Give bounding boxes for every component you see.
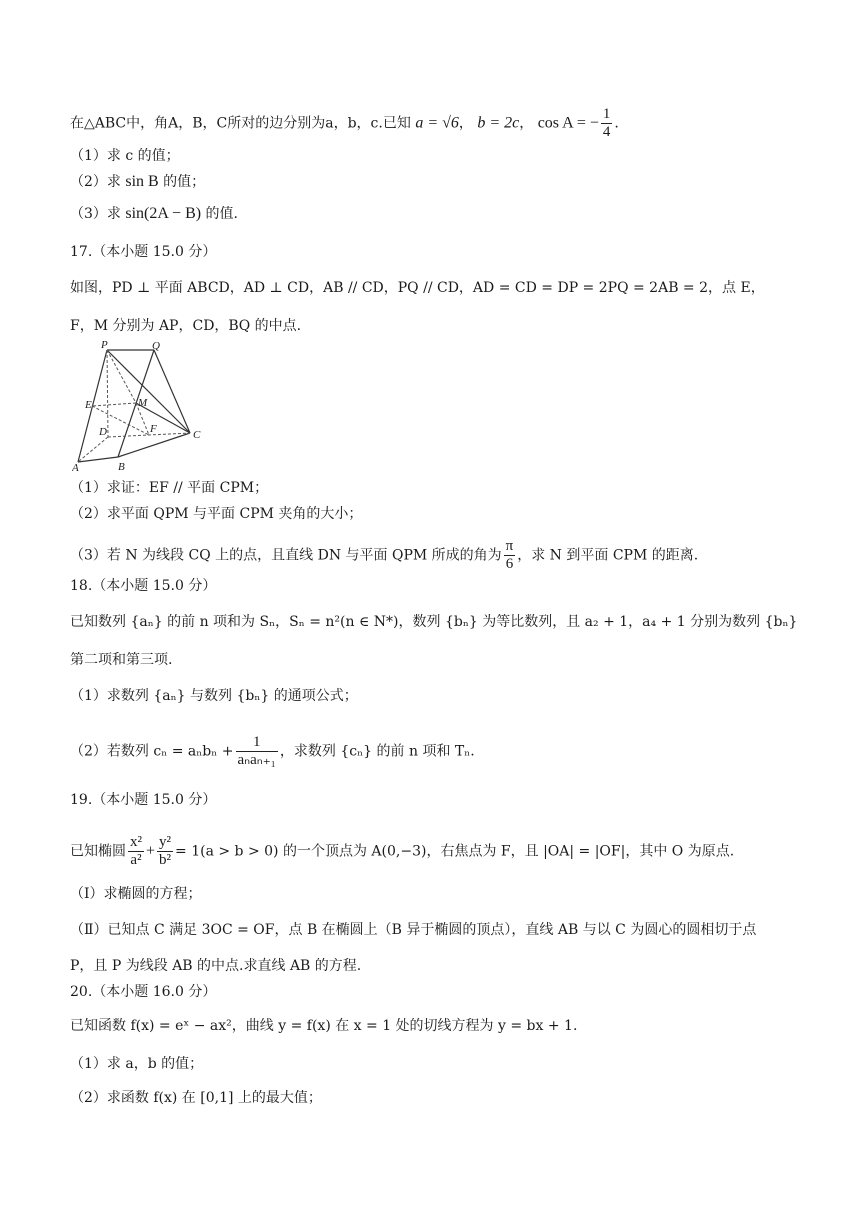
p20-q2: （2）求函数 f(x) 在 [0,1] 上的最大值； bbox=[70, 1090, 322, 1106]
p19-frac-x-num: x² bbox=[130, 834, 142, 850]
p18-q1: （1）求数列 {aₙ} 与数列 {bₙ} 的通项公式； bbox=[70, 688, 358, 704]
p17-q3-fraction bbox=[504, 538, 516, 573]
p16-q3-prefix: （3）求 bbox=[70, 206, 121, 222]
p16-stem: 在△ABC中，角A，B，C所对的边分别为a，b，c.已知 a = √6， b = 2c， cos A = − $\frac{1}{4}$ . bbox=[70, 106, 619, 140]
p19-frac-y-den: b² bbox=[159, 852, 172, 868]
fig-label-a: A bbox=[72, 462, 79, 472]
p16-q3 bbox=[70, 204, 238, 224]
p17-geometry-figure bbox=[72, 340, 212, 472]
p19-frac-y bbox=[157, 834, 173, 869]
fig-label-b: B bbox=[118, 461, 125, 472]
p19-stem bbox=[70, 834, 734, 869]
p16-q1: （1）求 c 的值； bbox=[70, 148, 180, 164]
fig-label-f: F bbox=[150, 423, 157, 435]
p17-q3-frac-den: 6 bbox=[505, 556, 514, 572]
p16-q2-prefix: （2）求 bbox=[70, 174, 121, 190]
p16-frac-den: 4 bbox=[602, 124, 611, 140]
p16-eq-a: a = √6 bbox=[415, 114, 459, 132]
p17-q3-suffix: ，求 N 到平面 CPM 的距离. bbox=[517, 547, 699, 564]
fig-label-m: M bbox=[138, 397, 148, 409]
p16-fraction bbox=[601, 106, 613, 141]
p18-q2-fraction bbox=[236, 734, 278, 769]
p18-q2-frac-den: aₙaₙ₊₁ bbox=[237, 752, 276, 768]
p18-q2-prefix: （2）若数列 cₙ = aₙbₙ + bbox=[70, 743, 234, 760]
p19-stem-suffix: = 1(a > b > 0) 的一个顶点为 A(0,−3)，右焦点为 F，且 |OA| = |OF|，其中 O 为原点. bbox=[175, 843, 735, 860]
p20-header: 20.（本小题 16.0 分） bbox=[70, 984, 217, 1000]
p17-q1: （1）求证：EF // 平面 CPM； bbox=[70, 480, 269, 496]
p19-header: 19.（本小题 15.0 分） bbox=[70, 792, 217, 808]
p16-eq-b: b = 2c bbox=[477, 114, 520, 132]
p19-frac-x-den: a² bbox=[130, 852, 142, 868]
p17-q2: （2）求平面 QPM 与平面 CPM 夹角的大小； bbox=[70, 506, 363, 522]
fig-label-c: C bbox=[193, 429, 201, 441]
p19-plus: + bbox=[146, 842, 156, 860]
fig-label-e: E bbox=[85, 399, 92, 411]
p20-q1: （1）求 a，b 的值； bbox=[70, 1056, 204, 1072]
p16-eq-cos: cos A = − bbox=[537, 114, 599, 132]
p19-q2-line2: P，且 P 为线段 AB 的中点.求直线 AB 的方程. bbox=[70, 958, 362, 974]
p18-q2 bbox=[70, 734, 475, 769]
p18-q2-suffix: ，求数列 {cₙ} 的前 n 项和 Tₙ. bbox=[279, 743, 475, 760]
p18-stem-line2: 第二项和第三项. bbox=[70, 652, 173, 668]
p19-q1: （Ⅰ）求椭圆的方程； bbox=[70, 886, 202, 902]
p16-q2 bbox=[70, 172, 205, 192]
p18-q2-frac-num: 1 bbox=[236, 734, 278, 752]
p16-q3-suffix: 的值. bbox=[205, 206, 238, 222]
fig-label-q: Q bbox=[152, 340, 160, 352]
p19-frac-x bbox=[128, 834, 144, 869]
p16-q2-suffix: 的值； bbox=[163, 174, 206, 190]
fig-label-p: P bbox=[101, 340, 108, 351]
p19-q2-line1: （Ⅱ）已知点 C 满足 3OC = OF，点 B 在椭圆上（B 异于椭圆的顶点），直线 AB 与以 C 为圆心的圆相切于点 bbox=[70, 922, 757, 938]
p17-stem-line2: F，M 分别为 AP，CD，BQ 的中点. bbox=[70, 318, 302, 334]
p16-q2-math: sin B bbox=[125, 173, 159, 190]
p18-stem-line1: 已知数列 {aₙ} 的前 n 项和为 Sₙ，Sₙ = n²(n ∈ N*)，数列 {bₙ} 为等比数列，且 a₂ + 1，a₄ + 1 分别为数列 {bₙ} bbox=[70, 614, 798, 630]
p17-stem-line1: 如图，PD ⊥ 平面 ABCD，AD ⊥ CD，AB // CD，PQ // CD，AD = CD = DP = 2PQ = 2AB = 2，点 E， bbox=[70, 280, 765, 296]
p16-q3-math: sin(2A − B) bbox=[125, 205, 202, 222]
p17-q3 bbox=[70, 538, 698, 573]
fig-label-d: D bbox=[99, 426, 107, 438]
p16-frac-num: 1 bbox=[602, 106, 611, 122]
p18-header: 18.（本小题 15.0 分） bbox=[70, 578, 217, 594]
p17-header: 17.（本小题 15.0 分） bbox=[70, 244, 217, 260]
p17-q3-frac-num: π bbox=[505, 538, 514, 554]
p16-stem-text: 在△ABC中，角A，B，C所对的边分别为a，b，c.已知 bbox=[70, 115, 411, 132]
p17-q3-prefix: （3）若 N 为线段 CQ 上的点，且直线 DN 与平面 QPM 所成的角为 bbox=[70, 547, 502, 564]
p19-stem-prefix: 已知椭圆 bbox=[70, 843, 126, 860]
p20-stem: 已知函数 f(x) = eˣ − ax²，曲线 y = f(x) 在 x = 1 处的切线方程为 y = bx + 1. bbox=[70, 1018, 578, 1034]
p19-frac-y-num: y² bbox=[159, 834, 172, 850]
